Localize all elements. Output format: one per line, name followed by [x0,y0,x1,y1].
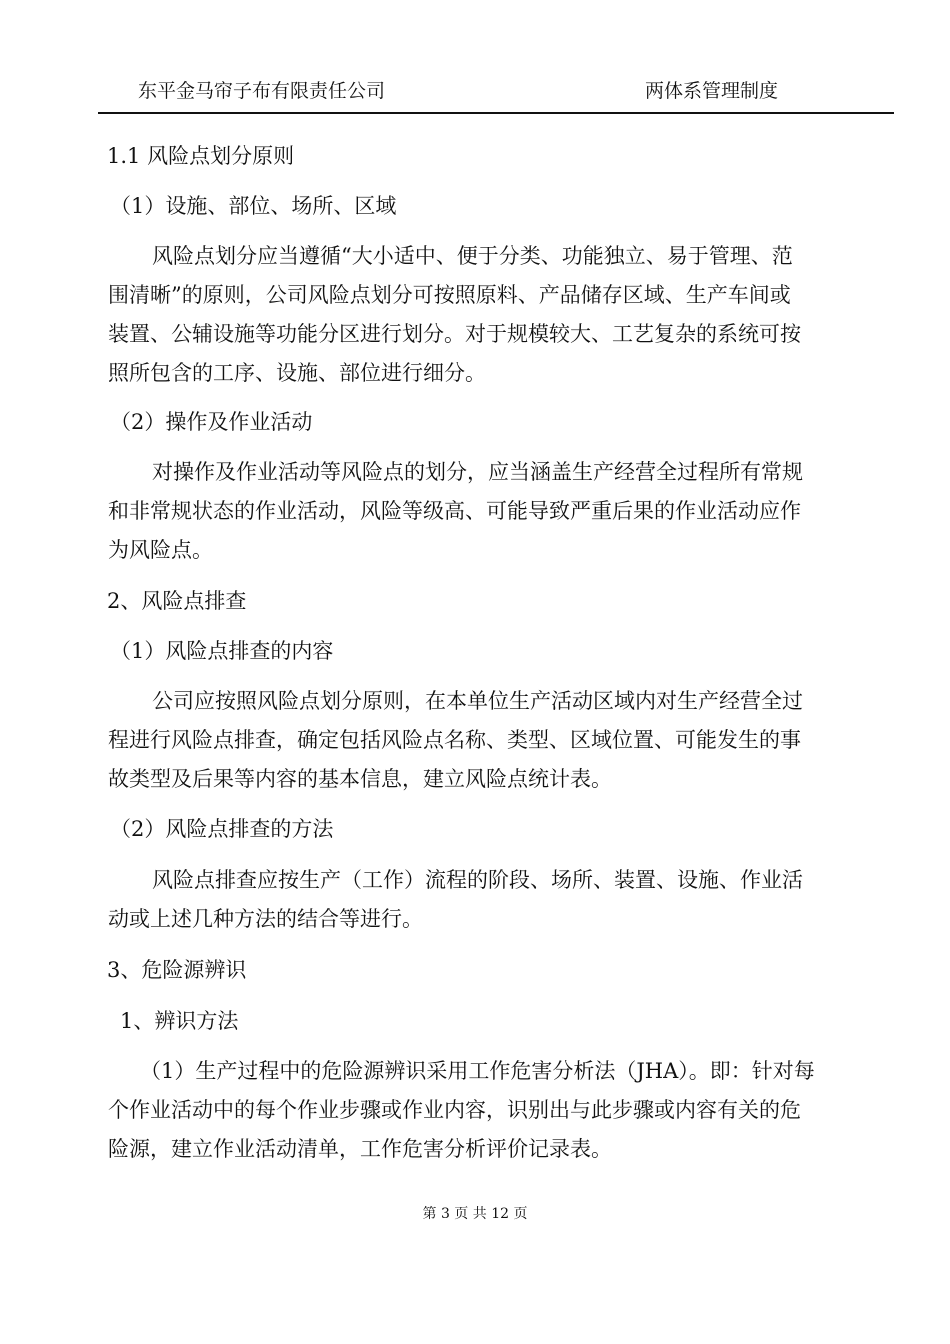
paragraph-line: 风险点排查应按生产（工作）流程的阶段、场所、装置、设施、作业活 [152,868,803,892]
paragraph-line: 故类型及后果等内容的基本信息，建立风险点统计表。 [108,767,612,791]
paragraph-line: 风险点划分应当遵循“大小适中、便于分类、功能独立、易于管理、范 [152,244,793,268]
paragraph-line: 为风险点。 [108,538,213,562]
subsection-heading-identification: 1、辨识方法 [120,1009,239,1033]
section-heading-1-1: 1.1 风险点划分原则 [107,144,295,168]
subsection-heading-facilities: （1）设施、部位、场所、区域 [110,194,397,218]
subsection-heading-method: （2）风险点排查的方法 [110,817,334,841]
paragraph-line: 和非常规状态的作业活动，风险等级高、可能导致严重后果的作业活动应作 [108,499,801,523]
page-number: 第 3 页 共 12 页 [422,1206,528,1222]
paragraph-line: 个作业活动中的每个作业步骤或作业内容，识别出与此步骤或内容有关的危 [108,1098,801,1122]
section-heading-3: 3、危险源辨识 [107,958,247,982]
company-name: 东平金马帘子布有限责任公司 [138,80,386,102]
document-title: 两体系管理制度 [645,80,779,102]
paragraph-line: 装置、公辅设施等功能分区进行划分。对于规模较大、工艺复杂的系统可按 [108,322,801,346]
paragraph-line: 动或上述几种方法的结合等进行。 [108,907,423,931]
section-heading-2: 2、风险点排查 [107,589,247,613]
paragraph-line: 险源，建立作业活动清单，工作危害分析评价记录表。 [108,1137,612,1161]
subsection-heading-content: （1）风险点排查的内容 [110,639,334,663]
paragraph-line: 对操作及作业活动等风险点的划分，应当涵盖生产经营全过程所有常规 [152,460,803,484]
paragraph-line: 公司应按照风险点划分原则，在本单位生产活动区域内对生产经营全过 [152,689,803,713]
paragraph-line: 围清晰”的原则，公司风险点划分可按照原料、产品储存区域、生产车间或 [108,283,791,307]
paragraph-line: （1）生产过程中的危险源辨识采用工作危害分析法（JHA）。即：针对每 [140,1059,815,1083]
page-header [98,78,894,114]
paragraph-line: 照所包含的工序、设施、部位进行细分。 [108,361,486,385]
subsection-heading-operations: （2）操作及作业活动 [110,410,313,434]
paragraph-line: 程进行风险点排查，确定包括风险点名称、类型、区域位置、可能发生的事 [108,728,801,752]
